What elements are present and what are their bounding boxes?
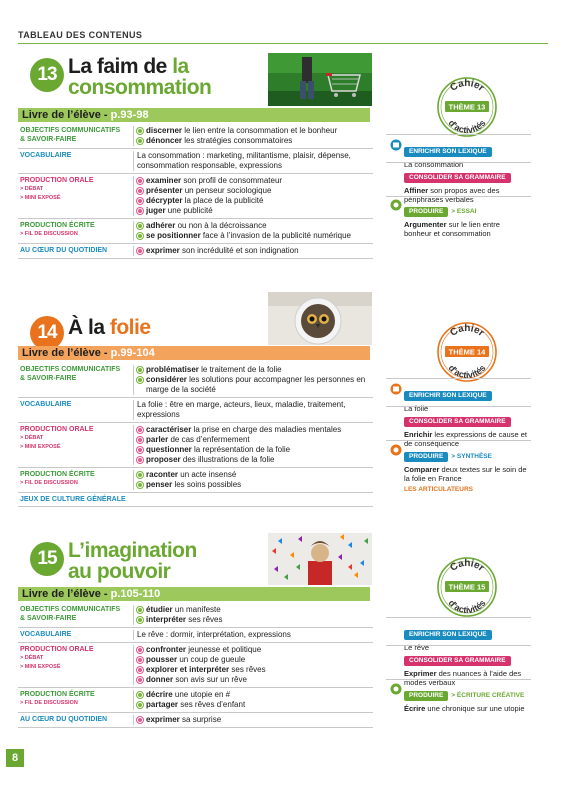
bullet-icon xyxy=(137,692,143,698)
bullet-icon xyxy=(137,647,143,653)
bullet-icon xyxy=(137,128,143,134)
list-item: interpréter ses rêves xyxy=(137,615,373,625)
unit-15-row-quotidien: AU CŒUR DU QUOTIDIEN exprimer sa surprise xyxy=(18,713,373,728)
bullet-icon xyxy=(137,677,143,683)
list-item: présenter un penseur sociologique xyxy=(137,186,373,196)
bullet-icon xyxy=(137,447,143,453)
speech-bubble-icon xyxy=(390,683,402,695)
unit-14-number: 14 xyxy=(30,316,64,350)
unit-13-row-quotidien: AU CŒUR DU QUOTIDIEN exprimer son incrédulité et son indignation xyxy=(18,244,373,259)
unit-13-stamp-line3: d’activités xyxy=(446,117,488,136)
list-item: problématiser le traitement de la folie xyxy=(137,365,373,375)
unit-15-cahier-stamp xyxy=(436,556,498,618)
unit-15-title-line2: au pouvoir xyxy=(68,560,171,583)
list-item: explorer et interpréter ses rêves xyxy=(137,665,373,675)
articulateurs-label: LES ARTICULATEURS xyxy=(404,486,473,493)
bullet-icon xyxy=(137,427,143,433)
unit-13-side-grammaire: CONSOLIDER SA GRAMMAIRE Affiner son propos avec des périphrases verbales xyxy=(390,166,528,204)
list-item: discerner le lien entre la consommation et le bonheur xyxy=(137,126,373,136)
tag-consolider-grammaire: CONSOLIDER SA GRAMMAIRE xyxy=(404,173,511,183)
unit-15-stamp-line2: THÈME 15 xyxy=(448,582,486,592)
unit-13-side-produire: PRODUIRE > ESSAI Argumenter sur le lien entre bonheur et consommation xyxy=(390,200,528,238)
unit-13-table xyxy=(18,124,373,259)
unit-13-row-objectifs: OBJECTIFS COMMUNICATIFS & SAVOIR-FAIRE discerner le lien entre la consommation et le bonheur dénoncer les stratégies consommatoires xyxy=(18,124,373,149)
bullet-icon xyxy=(137,248,143,254)
list-item: exprimer son incrédulité et son indignation xyxy=(137,246,373,256)
book-icon xyxy=(390,383,402,395)
bullet-icon xyxy=(137,233,143,239)
bullet-icon xyxy=(137,377,143,383)
tag-produire: PRODUIRE xyxy=(404,691,448,701)
unit-14-stamp-line2: THÈME 14 xyxy=(448,347,486,357)
tag-enrichir-lexique: ENRICHIR SON LEXIQUE xyxy=(404,630,492,640)
divider xyxy=(386,440,531,441)
list-item: juger une publicité xyxy=(137,206,373,216)
unit-14-photo-owl xyxy=(268,292,372,345)
bullet-icon xyxy=(137,367,143,373)
list-item: confronter jeunesse et politique xyxy=(137,645,373,655)
bullet-icon xyxy=(137,472,143,478)
divider xyxy=(386,196,531,197)
unit-15-title-line1: L’imagination xyxy=(68,539,197,562)
unit-13-photo-shopping-cart xyxy=(268,53,372,106)
page-header: TABLEAU DES CONTENUS xyxy=(18,30,548,44)
unit-15-row-objectifs: OBJECTIFS COMMUNICATIFS & SAVOIR-FAIRE étudier un manifeste interpréter ses rêves xyxy=(18,603,373,628)
unit-14-row-objectifs: OBJECTIFS COMMUNICATIFS & SAVOIR-FAIRE problématiser le traitement de la folie considérer les solutions pour accompagner les personnes en marge de la société xyxy=(18,363,373,398)
tag-consolider-grammaire: CONSOLIDER SA GRAMMAIRE xyxy=(404,656,511,666)
list-item: examiner son profil de consommateur xyxy=(137,176,373,186)
bullet-icon xyxy=(137,657,143,663)
unit-15-number: 15 xyxy=(30,542,64,576)
list-item: adhérer ou non à la décroissance xyxy=(137,221,373,231)
bullet-icon xyxy=(137,437,143,443)
page-number: 8 xyxy=(6,749,24,767)
list-item: penser les soins possibles xyxy=(137,480,373,490)
list-item: caractériser la prise en charge des maladies mentales xyxy=(137,425,373,435)
unit-15-side-produire: PRODUIRE > ÉCRITURE CRÉATIVE Écrire une chronique sur une utopie xyxy=(390,684,528,713)
list-item: exprimer sa surprise xyxy=(137,715,373,725)
unit-14-cahier-stamp xyxy=(436,321,498,383)
list-item: étudier un manifeste xyxy=(137,605,373,615)
list-item: donner son avis sur un rêve xyxy=(137,675,373,685)
unit-14-row-jeux: JEUX DE CULTURE GÉNÉRALE xyxy=(18,493,373,507)
bullet-icon xyxy=(137,178,143,184)
tag-consolider-grammaire: CONSOLIDER SA GRAMMAIRE xyxy=(404,417,511,427)
list-item: considérer les solutions pour accompagner les personnes en marge de la société xyxy=(137,375,373,395)
bullet-icon xyxy=(137,617,143,623)
unit-15-table xyxy=(18,603,373,728)
bullet-icon xyxy=(137,223,143,229)
bullet-icon xyxy=(137,702,143,708)
unit-13-cahier-stamp xyxy=(436,76,498,138)
unit-14-side-lexique: ENRICHIR SON LEXIQUE La folie xyxy=(390,384,528,413)
tag-produire: PRODUIRE xyxy=(404,207,448,217)
unit-14-table xyxy=(18,363,373,507)
divider xyxy=(386,406,531,407)
bullet-icon xyxy=(137,667,143,673)
speech-bubble-icon xyxy=(390,444,402,456)
unit-15-side-lexique: ENRICHIR SON LEXIQUE Le rêve xyxy=(390,623,528,652)
unit-13-title-line2: consommation xyxy=(68,76,212,99)
unit-13-stamp-line2: THÈME 13 xyxy=(448,102,486,112)
speech-bubble-icon xyxy=(390,199,402,211)
unit-15-side-grammaire: CONSOLIDER SA GRAMMAIRE Exprimer des nuances à l’aide des modes verbaux xyxy=(404,657,522,687)
unit-14-title-line: À la folie xyxy=(68,316,151,339)
unit-15-photo-butterflies xyxy=(268,533,372,585)
unit-13-row-orale: PRODUCTION ORALE > DÉBAT > MINI EXPOSÉ examiner son profil de consommateur présenter un penseur sociologique décrypter la place de la publicité juger une publicité xyxy=(18,174,373,219)
list-item: dénoncer les stratégies consommatoires xyxy=(137,136,373,146)
unit-15-title xyxy=(18,540,258,586)
unit-15-row-ecrite: PRODUCTION ÉCRITE > FIL DE DISCUSSION décrire une utopie en # partager ses rêves d’enfant xyxy=(18,688,373,713)
bullet-icon xyxy=(137,482,143,488)
list-item: décrypter la place de la publicité xyxy=(137,196,373,206)
unit-13-row-vocabulaire: VOCABULAIRE La consommation : marketing, militantisme, plaisir, dépense, consommation responsable, expressions xyxy=(18,149,373,174)
unit-14-side-grammaire: CONSOLIDER SA GRAMMAIRE Enrichir les expressions de cause et de conséquence xyxy=(404,418,527,448)
unit-13-row-ecrite: PRODUCTION ÉCRITE > FIL DE DISCUSSION adhérer ou non à la décroissance se positionner face à l’invasion de la publicité numérique xyxy=(18,219,373,244)
list-item: parler de cas d’enfermement xyxy=(137,435,373,445)
divider xyxy=(386,617,531,618)
list-item: partager ses rêves d’enfant xyxy=(137,700,373,710)
bullet-icon xyxy=(137,717,143,723)
unit-13-stamp-line1: Cahier xyxy=(448,77,487,94)
divider xyxy=(386,679,531,680)
unit-13-livre-bar: Livre de l’élève - p.93-98 xyxy=(18,108,370,122)
divider xyxy=(386,645,531,646)
unit-14-row-orale: PRODUCTION ORALE > DÉBAT > MINI EXPOSÉ caractériser la prise en charge des maladies mentales parler de cas d’enfermement questionner la représentation de la folie proposer des illustrations de la folie xyxy=(18,423,373,468)
divider xyxy=(386,378,531,379)
unit-15-stamp-line3: d’activités xyxy=(446,597,488,616)
bullet-icon xyxy=(137,138,143,144)
bullet-icon xyxy=(137,188,143,194)
list-item: questionner la représentation de la folie xyxy=(137,445,373,455)
unit-15-row-vocabulaire: VOCABULAIRE Le rêve : dormir, interprétation, expressions xyxy=(18,628,373,643)
list-item: décrire une utopie en # xyxy=(137,690,373,700)
bullet-icon xyxy=(137,198,143,204)
unit-14-side-produire: PRODUIRE > SYNTHÈSE Comparer deux textes sur le soin de la folie en France LES ARTICULATEURS xyxy=(390,445,528,493)
unit-15-stamp-line1: Cahier xyxy=(448,557,487,574)
unit-14-stamp-line3: d’activités xyxy=(446,362,488,381)
unit-15-livre-bar: Livre de l’élève - p.105-110 xyxy=(18,587,370,601)
unit-13-title xyxy=(18,56,278,102)
unit-13-side-lexique: ENRICHIR SON LEXIQUE La consommation xyxy=(390,140,528,169)
unit-14-row-vocabulaire: VOCABULAIRE La folie : être en marge, acteurs, lieux, maladie, traitement, expressions xyxy=(18,398,373,423)
list-item: raconter un acte insensé xyxy=(137,470,373,480)
list-item: pousser un coup de gueule xyxy=(137,655,373,665)
unit-13-title-line1: La faim de la xyxy=(68,55,189,78)
list-item: proposer des illustrations de la folie xyxy=(137,455,373,465)
unit-14-stamp-line1: Cahier xyxy=(448,322,487,339)
unit-14-livre-bar: Livre de l’élève - p.99-104 xyxy=(18,346,370,360)
bullet-icon xyxy=(137,457,143,463)
tag-enrichir-lexique: ENRICHIR SON LEXIQUE xyxy=(404,147,492,157)
unit-15-row-orale: PRODUCTION ORALE > DÉBAT > MINI EXPOSÉ confronter jeunesse et politique pousser un coup de gueule explorer et interpréter ses rêves donner son avis sur un rêve xyxy=(18,643,373,688)
bullet-icon xyxy=(137,208,143,214)
tag-enrichir-lexique: ENRICHIR SON LEXIQUE xyxy=(404,391,492,401)
tag-produire: PRODUIRE xyxy=(404,452,448,462)
divider xyxy=(386,162,531,163)
unit-13-number: 13 xyxy=(30,58,64,92)
book-icon xyxy=(390,139,402,151)
unit-14-row-ecrite: PRODUCTION ÉCRITE > FIL DE DISCUSSION raconter un acte insensé penser les soins possibles xyxy=(18,468,373,493)
bullet-icon xyxy=(137,607,143,613)
list-item: se positionner face à l’invasion de la publicité numérique xyxy=(137,231,373,241)
divider xyxy=(386,134,531,135)
